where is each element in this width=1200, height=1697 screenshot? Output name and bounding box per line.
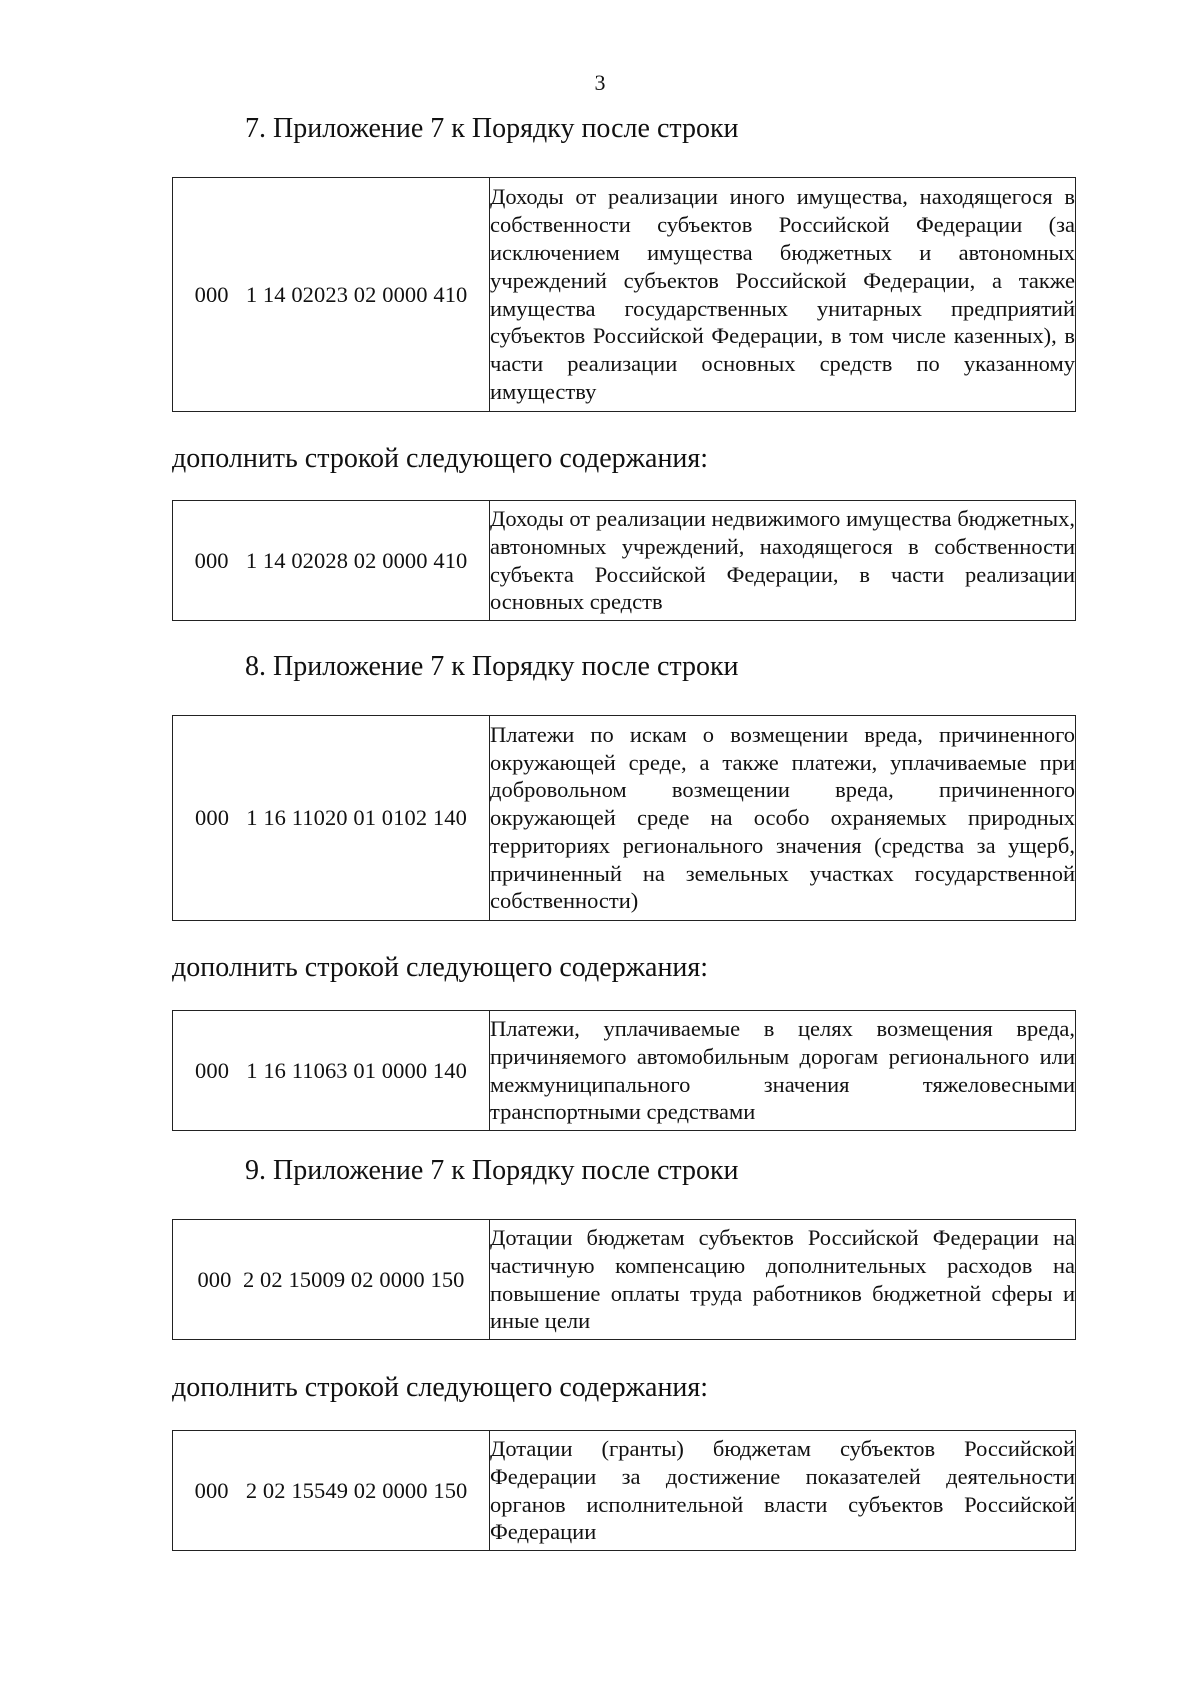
section-7-new-row-table [172,500,1076,621]
budget-code-cell: 000 1 14 02023 02 0000 410 [173,178,490,412]
section-9-new-row-table [172,1430,1076,1551]
budget-code-cell: 000 1 16 11020 01 0102 140 [173,716,490,921]
section-8-original-row-table [172,715,1076,921]
section-9-heading: 9. Приложение 7 к Порядку после строки [245,1155,739,1186]
table-row [173,1220,1076,1340]
section-8-new-row-table [172,1010,1076,1131]
budget-code-cell: 000 2 02 15009 02 0000 150 [173,1220,490,1340]
description-cell: Платежи, уплачиваемые в целях возмещения вреда, причиняемого автомобильным дорогам регионального или межмуниципального значения тяжеловесными транспортными средствами [490,1011,1076,1131]
table-row [173,501,1076,621]
section-9-addition-label: дополнить строкой следующего содержания: [172,1372,709,1403]
section-7-addition-label: дополнить строкой следующего содержания: [172,443,709,474]
page-number: 3 [594,70,606,95]
table-row [173,716,1076,921]
table-row [173,1011,1076,1131]
budget-code-cell: 000 1 16 11063 01 0000 140 [173,1011,490,1131]
table-row [173,178,1076,412]
table-row [173,1431,1076,1551]
budget-code-cell: 000 1 14 02028 02 0000 410 [173,501,490,621]
description-cell: Дотации (гранты) бюджетам субъектов Российской Федерации за достижение показателей деятельности органов исполнительной власти субъектов Российской Федерации [490,1431,1076,1551]
description-cell: Платежи по искам о возмещении вреда, причиненного окружающей среде, а также платежи, уплачиваемые при добровольном возмещении вреда, причиненного окружающей среде на особо охраняемых природных территориях регионального значения (средства за ущерб, причиненный на земельных участках государственной собственности) [490,716,1076,921]
section-7-heading: 7. Приложение 7 к Порядку после строки [245,113,739,144]
budget-code-cell: 000 2 02 15549 02 0000 150 [173,1431,490,1551]
section-7-original-row-table [172,177,1076,412]
section-9-original-row-table [172,1219,1076,1340]
section-8-heading: 8. Приложение 7 к Порядку после строки [245,651,739,682]
description-cell: Дотации бюджетам субъектов Российской Федерации на частичную компенсацию дополнительных расходов на повышение оплаты труда работников бюджетной сферы и иные цели [490,1220,1076,1340]
description-cell: Доходы от реализации иного имущества, находящегося в собственности субъектов Российской Федерации (за исключением имущества бюджетных и автономных учреждений субъектов Российской Федерации, а также имущества государственных унитарных предприятий субъектов Российской Федерации, в том числе казенных), в части реализации основных средств по указанному имуществу [490,178,1076,412]
description-cell: Доходы от реализации недвижимого имущества бюджетных, автономных учреждений, находящегося в собственности субъекта Российской Федерации, в части реализации основных средств [490,501,1076,621]
section-8-addition-label: дополнить строкой следующего содержания: [172,952,709,983]
